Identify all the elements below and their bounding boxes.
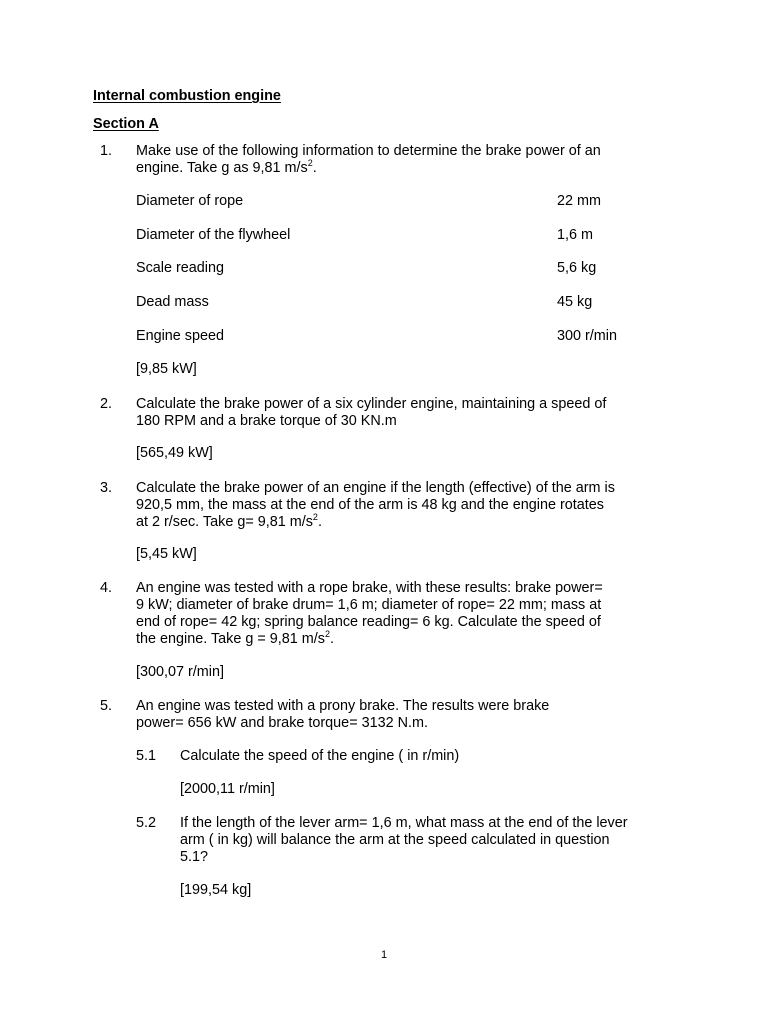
answer: [2000,11 r/min]	[180, 781, 275, 797]
data-value: 45 kg	[557, 294, 593, 310]
question-number: 3.	[100, 480, 113, 496]
question-number: 4.	[100, 580, 113, 596]
question-text: Calculate the brake power of an engine if the length (effective) of the arm is 920,5 mm, the mass at the end of the arm is 48 kg and the engine rotates at 2 r/sec. Take g= 9,81 $m/s^2$.	[136, 480, 615, 530]
section-heading: Section A	[93, 116, 159, 132]
data-label: Diameter of the flywheel	[136, 227, 291, 243]
answer: [565,49 kW]	[136, 445, 213, 461]
data-label: Engine speed	[136, 328, 225, 344]
question-number: 5.	[100, 698, 113, 714]
question-text: An engine was tested with a prony brake. The results were brake power= 656 kW and brake torque= 3132 N.m.	[136, 698, 550, 731]
question-text: Calculate the brake power of a six cylinder engine, maintaining a speed of 180 RPM and a brake torque of 30 KN.m	[136, 396, 607, 429]
answer: [300,07 r/min]	[136, 664, 224, 680]
data-value: 22 mm	[557, 193, 601, 209]
document-title: Internal combustion engine	[93, 88, 281, 104]
data-label: Scale reading	[136, 260, 225, 276]
data-label: Diameter of rope	[136, 193, 244, 209]
subquestion-text: If the length of the lever arm= 1,6 m, what mass at the end of the lever arm ( in kg) will balance the arm at the speed calculated in question 5.1?	[180, 815, 628, 865]
question-number: 1.	[100, 143, 113, 159]
answer: [9,85 kW]	[136, 361, 197, 377]
subquestion-text: Calculate the speed of the engine ( in r/min)	[180, 748, 460, 764]
answer: [5,45 kW]	[136, 546, 197, 562]
subquestion-number: 5.2	[136, 815, 157, 831]
data-label: Dead mass	[136, 294, 209, 310]
data-value: 1,6 m	[557, 227, 593, 243]
subquestion-number: 5.1	[136, 748, 157, 764]
question-number: 2.	[100, 396, 113, 412]
question-text: Make use of the following information to determine the brake power of an engine. Take g as 9,81 $m/s^2$.	[136, 143, 601, 176]
data-value: 300 r/min	[557, 328, 617, 344]
answer: [199,54 kg]	[180, 882, 252, 898]
page-number: 1	[380, 949, 388, 961]
data-value: 5,6 kg	[557, 260, 597, 276]
question-text: An engine was tested with a rope brake, with these results: brake power= 9 kW; diameter of brake drum= 1,6 m; diameter of rope= 22 mm; mass at end of rope= 42 kg; spring balance reading= 6 kg. Calculate the speed of the engine. Take g = 9,81 $m/s^2$.	[136, 580, 603, 647]
